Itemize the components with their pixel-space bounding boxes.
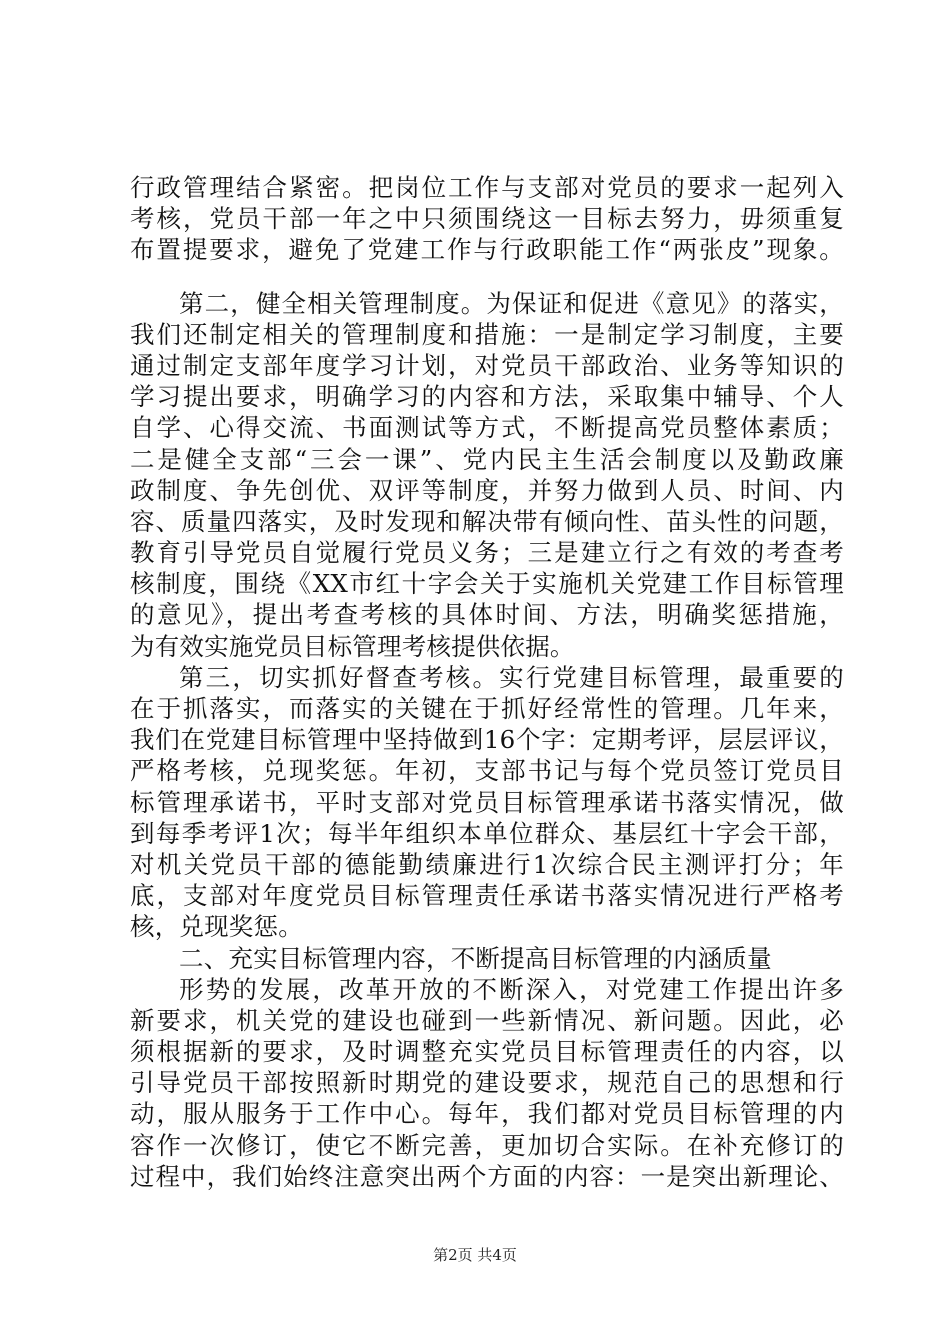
paragraph-supervision: [130, 662, 844, 943]
text-line: 到每季考评1次；每半年组织本单位群众、基层红十字会干部，: [130, 818, 844, 848]
text-line: 核，兑现奖惩。: [130, 912, 303, 942]
text-line: 政制度、争先创优、双评等制度，并努力做到人员、时间、内: [130, 475, 844, 505]
paragraph-gap: [130, 266, 844, 288]
text-line: 教育引导党员自觉履行党员义务；三是建立行之有效的考查考: [130, 538, 844, 568]
text-line: 在于抓落实，而落实的关键在于抓好经常性的管理。几年来，: [130, 694, 844, 723]
text-line: 容作一次修订，使它不断完善，更加切合实际。在补充修订的: [130, 1130, 844, 1160]
text-line: 过程中，我们始终注意突出两个方面的内容：一是突出新理论、: [130, 1161, 844, 1191]
text-line: 引导党员干部按照新时期党的建设要求，规范自己的思想和行: [130, 1068, 844, 1098]
text-line: 行政管理结合紧密。把岗位工作与支部对党员的要求一起列入: [130, 173, 844, 202]
text-line: 通过制定支部年度学习计划，对党员干部政治、业务等知识的: [130, 350, 844, 380]
text-line: 我们还制定相关的管理制度和措施：一是制定学习制度，主要: [130, 319, 844, 349]
text-line: 核制度，围绕《XX市红十字会关于实施机关党建工作目标管理: [130, 569, 844, 599]
paragraph-management-system: [130, 288, 844, 662]
section-heading: 二、充实目标管理内容，不断提高目标管理的内涵质量: [179, 943, 772, 973]
paragraph-continuation: [130, 172, 844, 266]
text-line: 新要求，机关党的建设也碰到一些新情况、新问题。因此，必: [130, 1005, 844, 1035]
paragraph-enrich-content: [130, 974, 844, 1192]
text-line: 的意见》，提出考查考核的具体时间、方法，明确奖惩措施，: [130, 600, 844, 630]
text-line: 须根据新的要求，及时调整充实党员目标管理责任的内容，以: [130, 1037, 844, 1067]
text-line: 容、质量四落实，及时发现和解决带有倾向性、苗头性的问题，: [130, 506, 844, 536]
text-line: 考核，党员干部一年之中只须围绕这一目标去努力，毋须重复: [130, 204, 844, 234]
text-line: 布置提要求，避免了党建工作与行政职能工作“两张皮”现象。: [130, 235, 844, 265]
text-line: 自学、心得交流、书面测试等方式，不断提高党员整体素质；: [130, 413, 844, 443]
text-line: 标管理承诺书，平时支部对党员目标管理承诺书落实情况，做: [130, 787, 844, 817]
text-line: 我们在党建目标管理中坚持做到16个字：定期考评，层层评议，: [130, 725, 844, 755]
text-line: 对机关党员干部的德能勤绩廉进行1次综合民主测评打分；年: [130, 849, 844, 879]
text-line: 动，服从服务于工作中心。每年，我们都对党员目标管理的内: [130, 1099, 844, 1129]
text-line: 第三，切实抓好督查考核。实行党建目标管理，最重要的: [179, 662, 844, 692]
text-line: 为有效实施党员目标管理考核提供依据。: [130, 631, 575, 661]
document-body: [130, 172, 844, 1192]
page-number-footer: 第2页 共4页: [433, 1246, 517, 1264]
text-line: 学习提出要求，明确学习的内容和方法，采取集中辅导、个人: [130, 382, 844, 412]
text-line: 形势的发展，改革开放的不断深入，对党建工作提出许多: [179, 974, 844, 1004]
text-line: 严格考核，兑现奖惩。年初，支部书记与每个党员签订党员目: [130, 756, 844, 786]
text-line: 底，支部对年度党员目标管理责任承诺书落实情况进行严格考: [130, 881, 844, 911]
text-line: 第二，健全相关管理制度。为保证和促进《意见》的落实，: [179, 288, 844, 318]
text-line: 二是健全支部“三会一课”、党内民主生活会制度以及勤政廉: [130, 444, 844, 474]
